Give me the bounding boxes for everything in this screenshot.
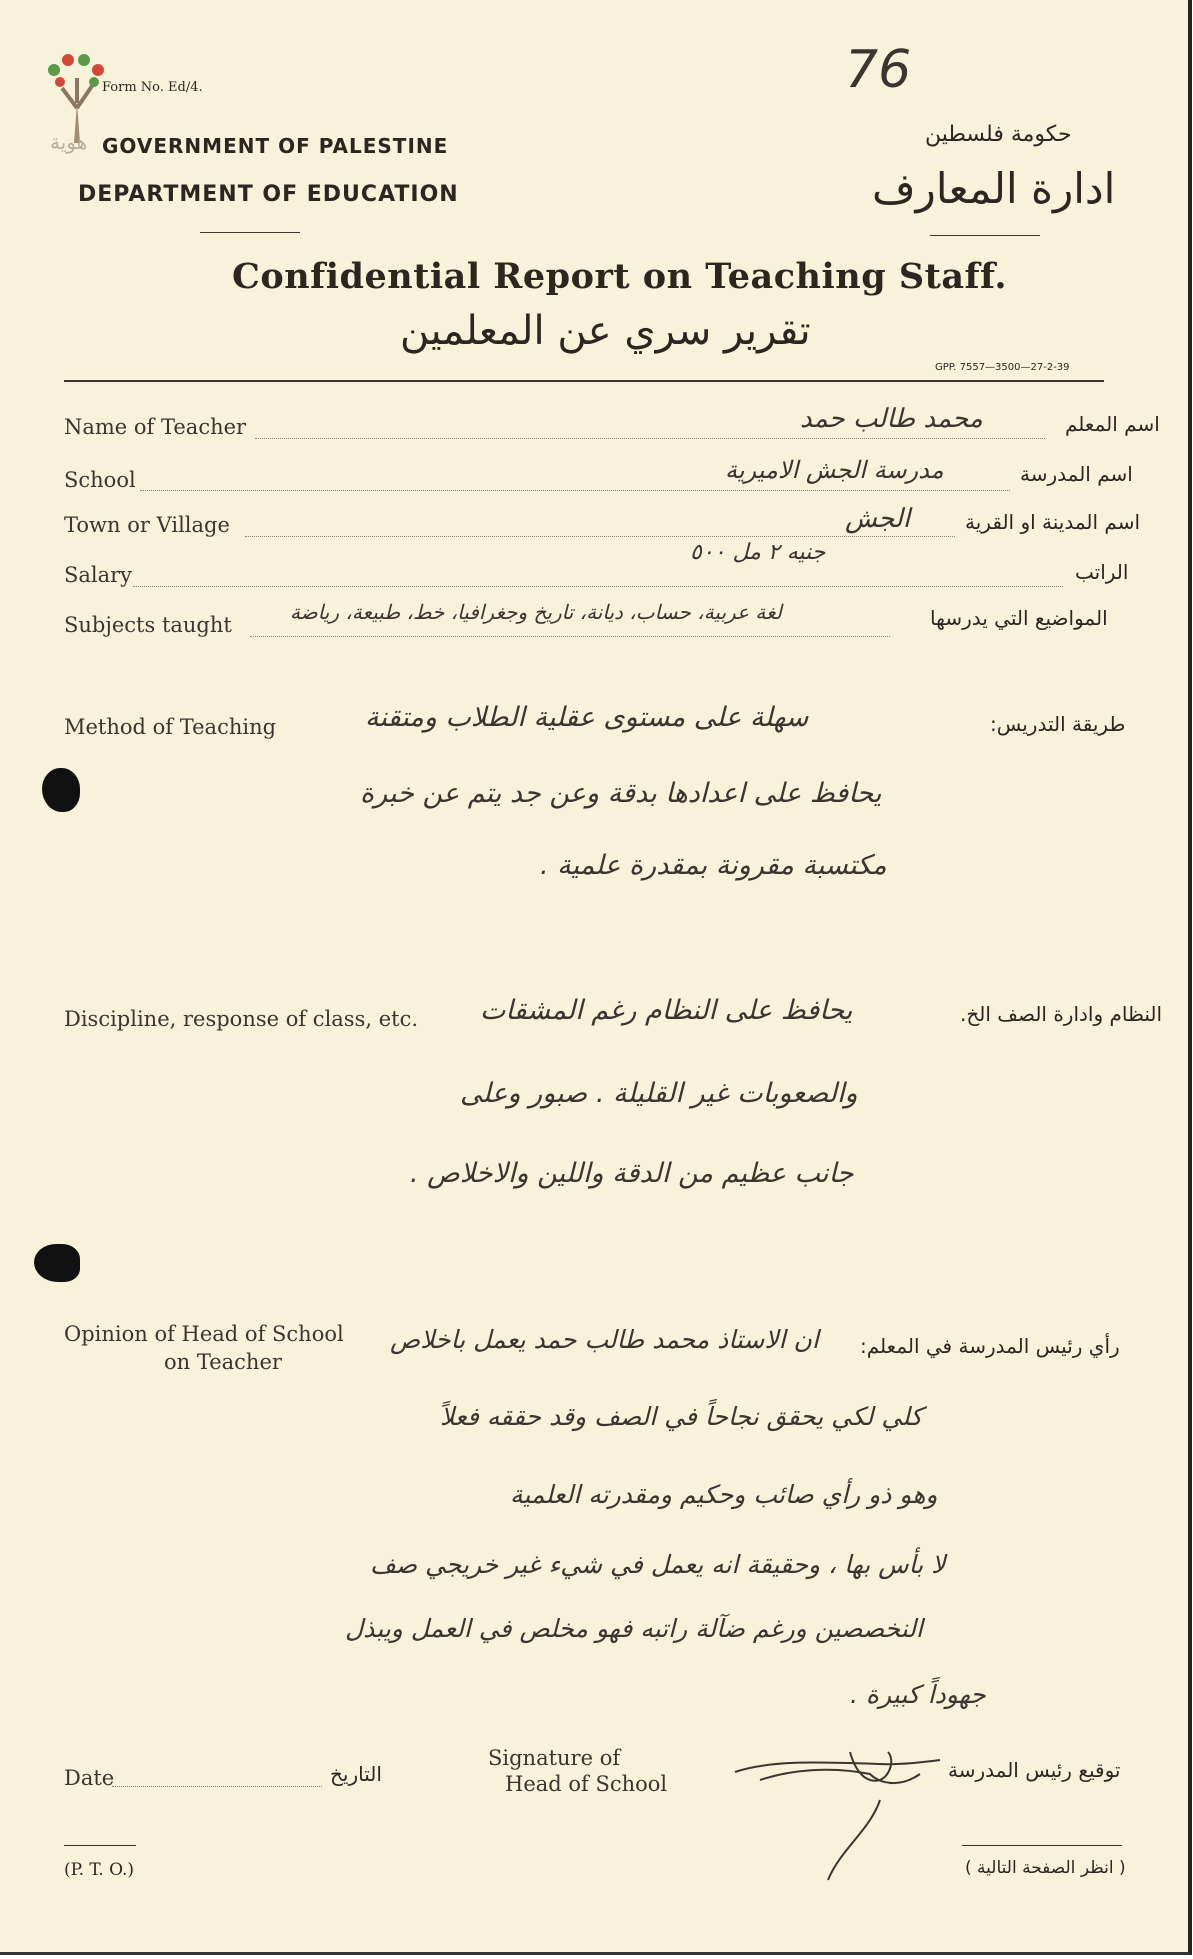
salary-label: Salary: [64, 563, 133, 587]
punch-hole-2: [34, 1244, 80, 1282]
signature-label-1: Signature of: [488, 1746, 621, 1770]
method-label: Method of Teaching: [64, 715, 277, 739]
method-line-1: سهلة على مستوى عقلية الطلاب ومتقنة: [365, 702, 809, 733]
signature-label-ar: توقيع رئيس المدرسة: [948, 1758, 1121, 1782]
teacher-name-label-ar: اسم المعلم: [1065, 412, 1160, 436]
form-number: Form No. Ed/4.: [102, 80, 203, 95]
gov-title-en: GOVERNMENT OF PALESTINE: [102, 134, 449, 158]
method-line-2: يحافظ على اعدادها بدقة وعن جد يتم عن خبرة: [360, 778, 882, 809]
subjects-value: لغة عربية، حساب، ديانة، تاريخ وجغرافيا، خط، طبيعة، رياضة: [290, 600, 782, 624]
opinion-line-3: وهو ذو رأي صائب وحكيم ومقدرته العلمية: [510, 1480, 938, 1509]
school-label-ar: اسم المدرسة: [1020, 462, 1133, 486]
pto-label-ar: ( انظر الصفحة التالية ): [965, 1858, 1126, 1878]
report-title-en: Confidential Report on Teaching Staff.: [232, 256, 1008, 297]
method-label-ar: طريقة التدريس:: [990, 712, 1126, 736]
town-label: Town or Village: [64, 513, 230, 537]
salary-label-ar: الراتب: [1075, 560, 1129, 584]
punch-hole-1: [42, 768, 80, 812]
opinion-line-6: جهوداً كبيرة .: [850, 1680, 986, 1709]
watermark-text: هوية: [50, 130, 88, 154]
town-value: الجش: [845, 504, 911, 534]
school-value: مدرسة الجش الاميرية: [725, 456, 944, 484]
subjects-label-ar: المواضيع التي يدرسها: [930, 606, 1108, 630]
subjects-label: Subjects taught: [64, 613, 232, 637]
dept-title-en: DEPARTMENT OF EDUCATION: [78, 182, 459, 207]
opinion-line-1: ان الاستاذ محمد طالب حمد يعمل باخلاص: [390, 1325, 819, 1354]
gov-title-ar: حكومة فلسطين: [925, 122, 1072, 147]
salary-value: جنيه ٢ مل ٥٠٠: [690, 540, 826, 565]
signature-label-2: Head of School: [505, 1772, 668, 1796]
method-line-3: مكتسبة مقرونة بمقدرة علمية .: [540, 850, 887, 881]
print-code: GPP. 7557—3500—27-2-39: [935, 362, 1070, 373]
school-label: School: [64, 468, 136, 492]
opinion-line-2: كلي لكي يحقق نجاحاً في الصف وقد حققه فعلاً: [440, 1402, 923, 1431]
opinion-label-2: on Teacher: [164, 1350, 282, 1374]
discipline-line-3: جانب عظيم من الدقة واللين والاخلاص .: [410, 1158, 854, 1189]
handwritten-signature: [730, 1740, 960, 1890]
discipline-line-2: والصعوبات غير القليلة . صبور وعلى: [460, 1078, 858, 1109]
teacher-name-label: Name of Teacher: [64, 415, 247, 439]
opinion-line-5: النخصصين ورغم ضآلة راتبه فهو مخلص في العمل ويبذل: [345, 1614, 923, 1643]
town-label-ar: اسم المدينة او القرية: [965, 510, 1141, 534]
report-title-ar: تقرير سري عن المعلمين: [400, 308, 811, 354]
discipline-label: Discipline, response of class, etc.: [64, 1007, 419, 1031]
opinion-label-ar: رأي رئيس المدرسة في المعلم:: [860, 1334, 1120, 1358]
dept-title-ar: ادارة المعارف: [872, 164, 1116, 213]
page-number: 76: [845, 40, 912, 100]
discipline-line-1: يحافظ على النظام رغم المشقات: [480, 995, 853, 1026]
teacher-name-value: محمد طالب حمد: [800, 404, 983, 434]
discipline-label-ar: النظام وادارة الصف الخ.: [960, 1002, 1163, 1026]
opinion-label-1: Opinion of Head of School: [64, 1322, 344, 1346]
pto-label: (P. T. O.): [64, 1860, 135, 1880]
opinion-line-4: لا بأس بها ، وحقيقة انه يعمل في شيء غير خريجي صف: [370, 1550, 946, 1579]
date-label: Date: [64, 1766, 115, 1790]
date-label-ar: التاريخ: [330, 1762, 382, 1786]
